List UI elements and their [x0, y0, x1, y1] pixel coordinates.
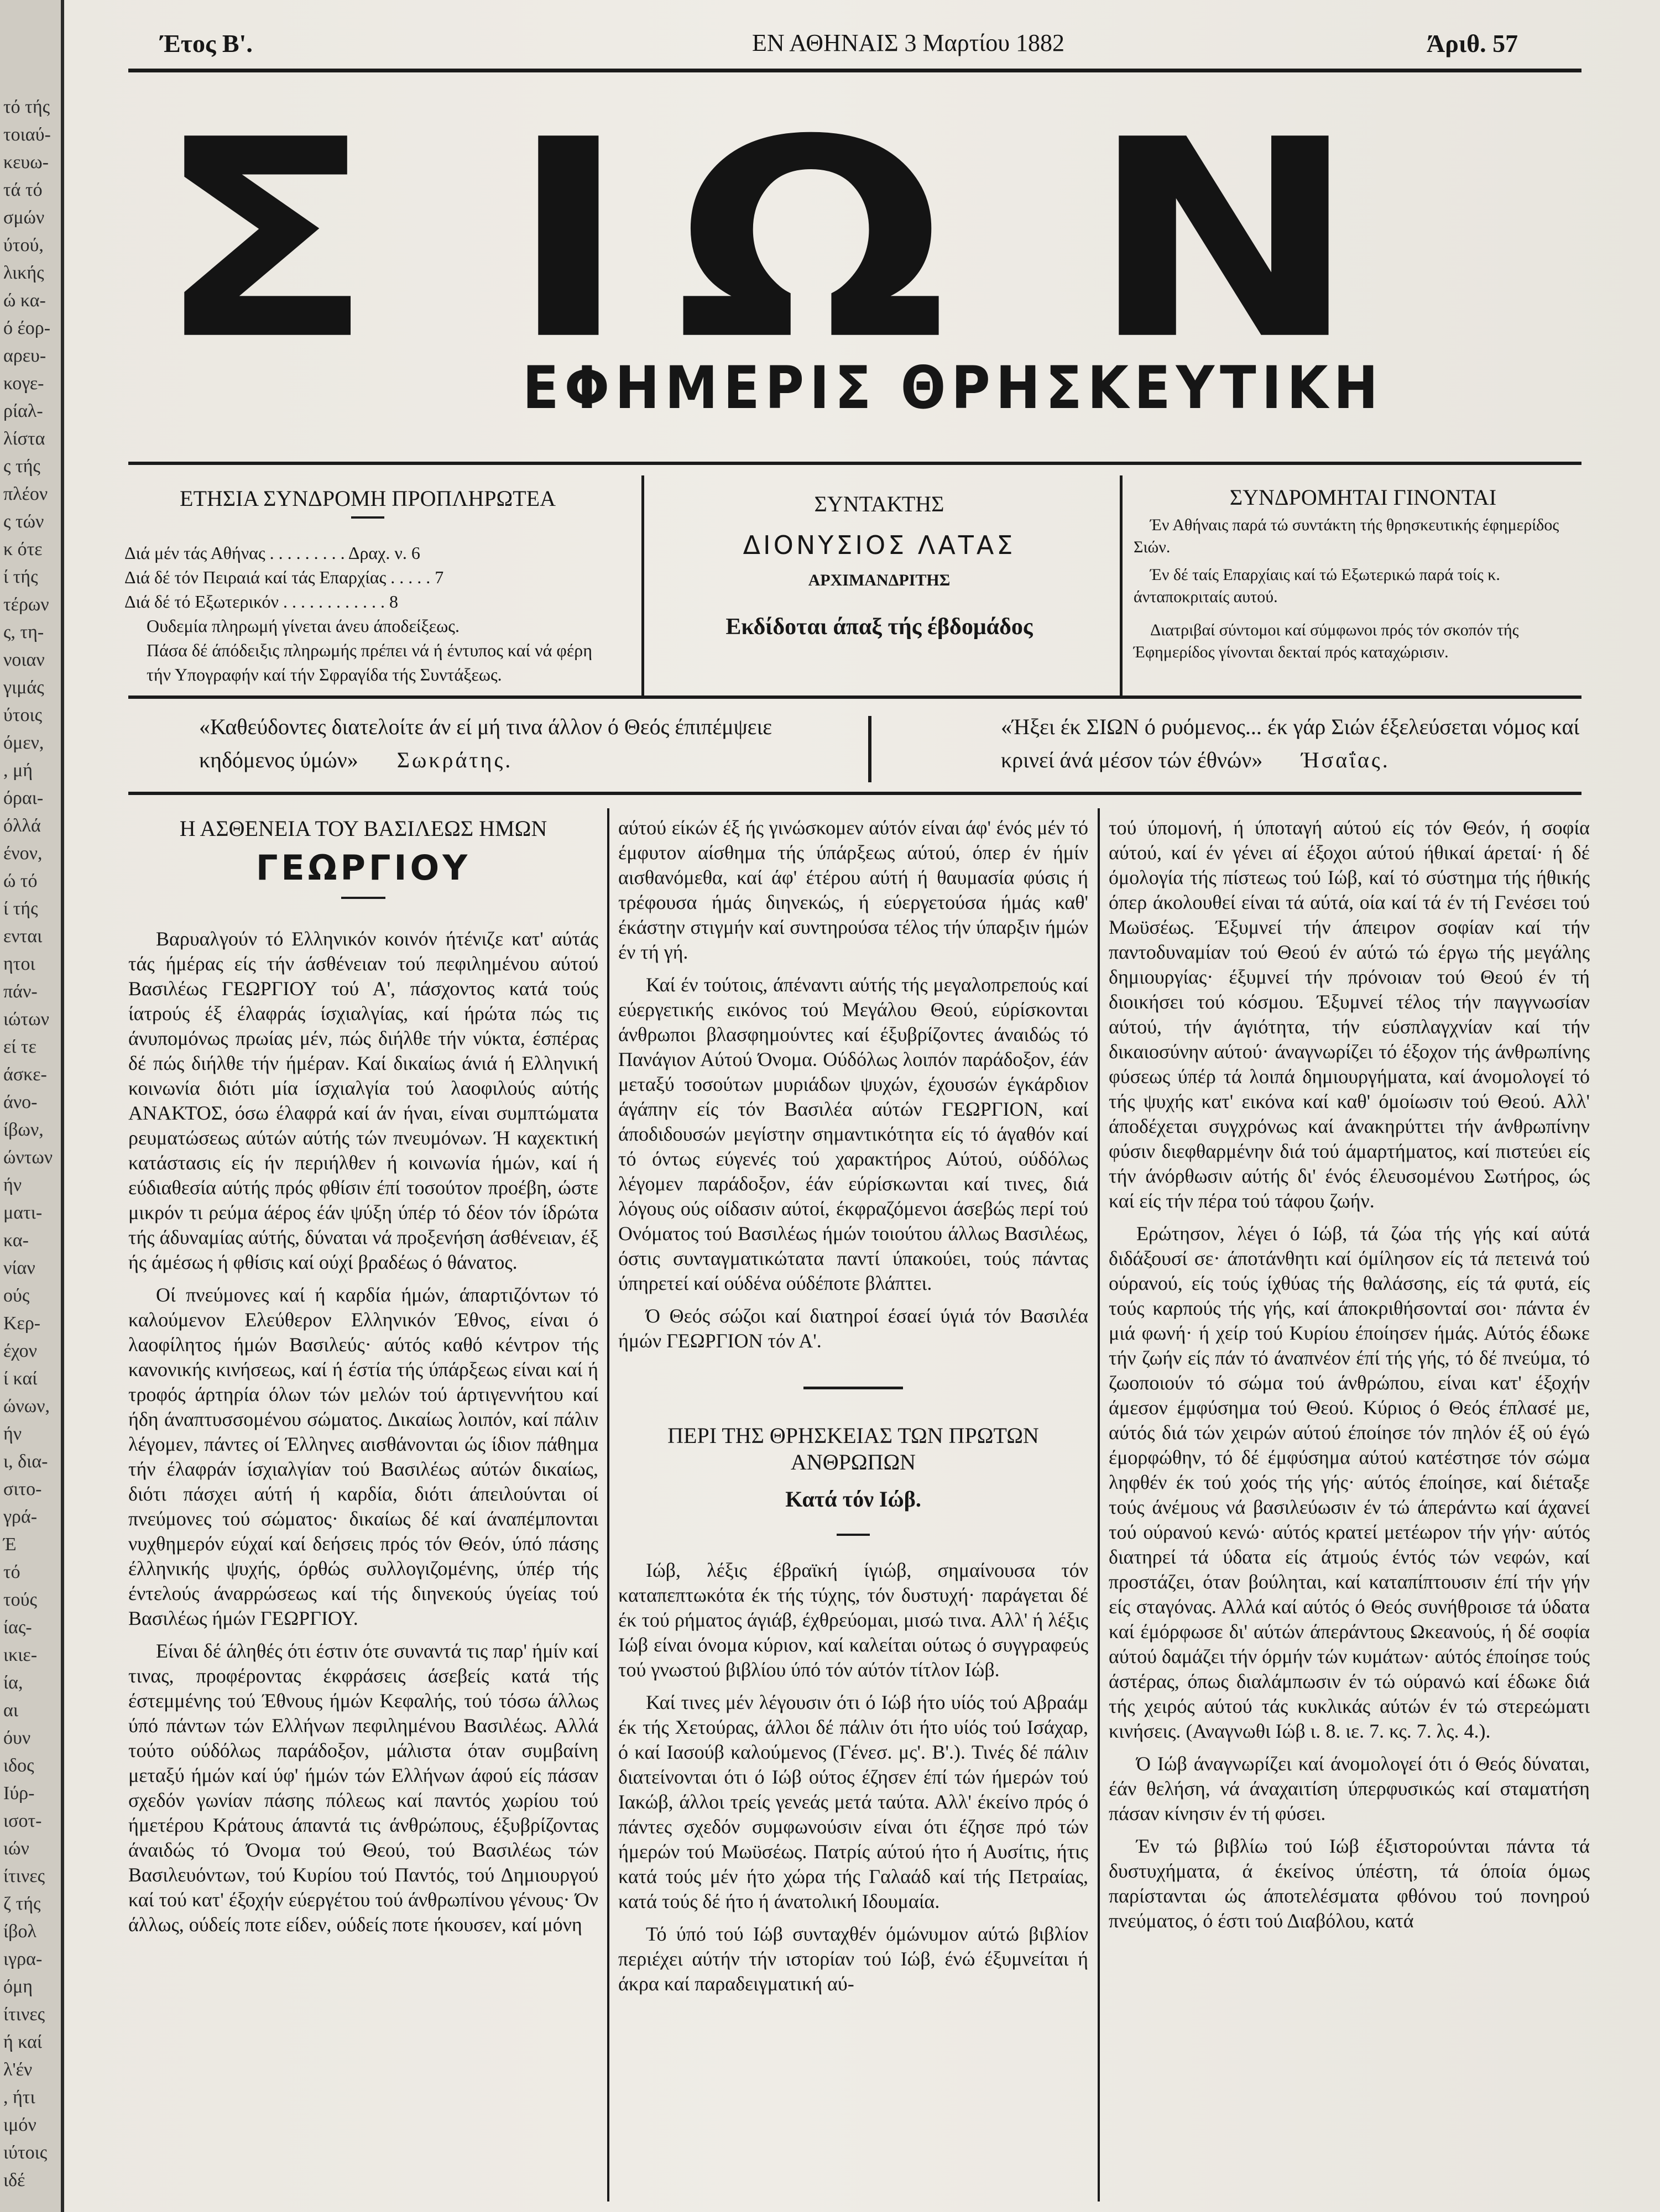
column-1 [128, 815, 598, 1945]
edge-text-fragment: Έ [3, 1534, 17, 1555]
edge-text-fragment: Ιύρ- [3, 1783, 35, 1803]
edge-text-fragment: τέρων [3, 594, 49, 615]
edge-text-fragment: ιώτων [3, 1009, 49, 1029]
subscribers-box [1134, 487, 1593, 663]
article-king-dash [341, 897, 385, 899]
edge-text-fragment: ώ τό [3, 871, 38, 891]
edge-text-fragment: ί καί [3, 1368, 38, 1389]
edge-text-fragment: όμη [3, 1976, 33, 1997]
article-religion-heading: ΠΕΡΙ ΤΗΣ ΘΡΗΣΚΕΙΑΣ ΤΩΝ ΠΡΩΤΩΝ ΑΝΘΡΩΠΩΝ [667, 1423, 1039, 1474]
article-king-closing: Ό Θεός σώζοι καί διατηροί έσαεί ύγιά τόν Βασιλέα ήμών ΓΕΩΡΓΙΟΝ τόν Α'. [618, 1305, 1088, 1352]
title-letter-nu: Ν [1089, 82, 1358, 400]
edge-text-fragment: όυν [3, 1728, 31, 1748]
edge-text-fragment: τούς [3, 1589, 37, 1610]
masthead-subtitle: ΕΦΗΜΕΡΙΣ ΘΡΗΣΚΕΥΤΙΚΗ [523, 354, 1384, 422]
edge-text-fragment: σμών [3, 207, 45, 228]
editor-heading: ΣΥΝΤΑΚΤΗΣ [814, 491, 944, 516]
mottos-bottom-rule [128, 792, 1581, 795]
edge-text-fragment: άνο- [3, 1092, 38, 1112]
edge-text-fragment: ώ κα- [3, 290, 46, 311]
edge-text-fragment: αρευ- [3, 346, 46, 366]
edge-text-fragment: ς τών [3, 511, 44, 532]
article-king-continuation: αύτού είκών έξ ής γινώσκομεν αύτόν είναι άφ' ένός μέν τό έμφυτον αίσθημα τής ύπάρξεως αύτού, όπερ έν ήμίν αισθανόμεθα, καί άφ' έτέρου αύτή ή θαυμασία φύσις ή τρέφουσα ήμάς διηνεκώς, ή εύεργετούσα ήμάς καθ' έκάστην στιγμήν καί συντηρούσα τέλος τήν ύπαρξιν ήμών έν τή γή. [618, 817, 1088, 963]
edge-text-fragment: ισοτ- [3, 1811, 42, 1831]
masthead-bottom-rule [128, 462, 1581, 465]
article-king-heading: Η ΑΣΘΕΝΕΙΑ ΤΟΥ ΒΑΣΙΛΕΩΣ ΗΜΩΝ [179, 816, 547, 841]
edge-text-fragment: κογε- [3, 373, 44, 394]
edge-text-fragment: όμεν, [3, 733, 44, 753]
box-divider-left [641, 475, 644, 697]
adjacent-page-edge [0, 0, 64, 2212]
article-king-paragraph: Βαρυαλγούν τό Ελληνικόν κοινόν ήτένιζε κατ' αύτάς τάς ήμέρας είς τήν άσθένειαν τού πεφιλημένου αύτού Βασιλέως ΓΕΩΡΓΙΟΥ τού Α', πάσχοντος κατά τούς ίατρούς έξ έλαφράς ίσχιαλγίας, καί ήρώτα πώς τις άνυπομόνως πρωίας μέν, πώς διήλθε τήν νύκτα, έσπέρας δέ πώς διήλθε τήν ήμέραν. Καί δικαίως άνιά ή Ελληνική κοινωνία διότι μία ίσχιαλγία τού λαοφιλούς αύτής ΑΝΑΚΤΟΣ, όσω έλαφρά καί άν ήναι, είναι συμπτώματα ρευματώσεως αύτών αύτής τών πνευμόνων. Ή καχεκτική κατάστασις είς ήν περιήλθεν ή κοινωνία ήμών, καί ή εύδιαθεσία αύτής πρός φθίσιν έπί τοσούτον προέβη, ώστε μικρόν τι ρεύμα άέρος έάν ψύξη ύπέρ τό δέον τόν ίδρώτα τής άδυναμίας αύτής, δύναται νά προξενήση άσθένειαν, έξ ής άμέσως ή φθίσις καί ούχί βραδέως ό θάνατος. [128, 928, 598, 1273]
edge-text-fragment: γιμάς [3, 677, 44, 698]
edge-text-fragment: τό [3, 1562, 20, 1582]
article-religion-continuation: Ερώτησον, λέγει ό Ιώβ, τά ζώα τής γής καί αύτά διδάξουσί σε· άποτάνθητι καί όμίλησον είς τά πετεινά τού ούρανού, είς τούς ίχθύας τής θαλάσσης, είς τά φυτά, είς τούς καρπούς τής γής, καί άποκριθήσονταί σοι· πάντα έν μιά φωνή· ή χείρ τού Κυρίου έποίησεν ήμάς. Αύτός έδωκε τήν ζωήν είς πάν τό άναπνέον έπί τής γής, τό δέ πνεύμα, τό ζωοποιούν τό σώμα τού άνθρώπου, είναι κατ' έξοχήν άμεσον έμφύσημα τού Θεού. Κύριος ό Θεός έπλασέ με, αύτός διά τών χειρών αύτού έποίησε τόν πηλόν έξ ού έγώ έμορφώθην, τό δέ έμφύσημα αύτού κατέστησε τόν σώμα ληφθέν έκ τού χοός τής γής· αύτός έποίησε, καί διέταξε τούς άνέμους νά βασιλεύωσιν έν τώ άπεράντω καί άχανεί τού ούρανού κενώ· αύτός κρατεί μετέωρον τήν γήν· αύτός διατηρεί τά ύδατα είς άτμούς έντός τών νεφών, καί προστάζει, όταν βούληται, καί καταπίπτουσιν έπί τήν γήν είς σταγόνας. Αλλά καί αύτός ό Θεός συνήθροισε τά ύδατα καί έμόρφωσε δι' αύτών άπεράντους Ωκεανούς, ή δέ σοφία αύτού δαμάζει τήν όρμήν τών κυμάτων· αύτός έποίησε τούς άστέρας, όπως διαλάμπωσιν έν τώ ούρανώ καί έδωκε διά τής χειρός αύτού τάς κυκλικάς αύτών έν τώ στερεώματι κινήσεις. (Αναγνωθι Ιώβ ι. 8. ιε. 7. κς. 7. λς. 4.). [1109, 1222, 1590, 1742]
boxes-bottom-rule [128, 696, 1581, 699]
subscription-note-receipt: Ουδεμία πληρωμή γίνεται άνευ άποδείξεως. [147, 616, 460, 636]
editor-box [658, 492, 1100, 639]
edge-text-fragment: ήν [3, 1175, 22, 1195]
edge-text-fragment: ίβων, [3, 1120, 44, 1140]
article-religion-continuation: Ό Ιώβ άναγνωρίζει καί άνομολογεί ότι ό Θεός δύναται, έάν θελήση, νά άναχαιτίση ύπερφυσικώς καί σταματήση πάσαν κίνησιν έν τή φύσει. [1109, 1753, 1590, 1824]
article-king-paragraph: Οί πνεύμονες καί ή καρδία ήμών, άπαρτιζόντων τό καλούμενον Ελεύθερον Ελληνικόν Έθνος, είναι ό λαοφίλητος ήμών Βασιλεύς· αύτός καθό κέντρον τής κανονικής κινήσεως, καί ή έστία τής ύπάρξεως είναι καί ή τροφός άρτηρία όλων τών μελών τού άρτιγεννήτου καί ήδη άναπτυσσομένου σώματος. Δικαίως λοιπόν, καί πάλιν λέγομεν, πάντες οί Έλληνες αισθάνονται ώς ίδιον πάθημα τήν έλαφράν ίσχιαλγίαν τού Βασιλέως αύτών δικαίως, διότι πάσχει αύτή ή καρδία, διότι άπειλούνται οί πνεύμονες τού σώματος· δικαίως δέ καί άναπέμπονται νυχθημερόν εύχαί καί δεήσεις πρός τόν Θεόν, ύπό πάσης έλληνικής ψυχής, όρθώς συλλογιζομένης, ύπέρ τής έντελούς άναρρώσεως καί τής διηνεκούς ύγείας τού Βασιλέως ήμών ΓΕΩΡΓΙΟΥ. [128, 1284, 598, 1629]
title-letter-sigma: Σ [155, 82, 374, 400]
edge-text-fragment: ίτινες [3, 1866, 45, 1886]
edge-text-fragment: , μή [3, 760, 33, 781]
subscription-row-provinces: Διά δέ τόν Πειραιά καί τάς Επαρχίας . . . . . 7 [124, 567, 444, 587]
edge-text-fragment: Κερ- [3, 1313, 41, 1334]
edge-text-fragment: ς τής [3, 456, 40, 477]
edge-text-fragment: ενται [3, 926, 43, 946]
motto-isaiah-author: Ήσαΐας. [1301, 747, 1390, 772]
column-divider-2 [1098, 808, 1100, 2201]
edge-text-fragment: ματι- [3, 1202, 43, 1223]
edge-text-fragment: έχον [3, 1341, 37, 1361]
subscribers-heading: ΣΥΝΔΡΟΜΗΤΑΙ ΓΙΝΟΝΤΑΙ [1229, 485, 1497, 510]
article-king-name: ΓΕΩΡΓΙΟΥ [255, 848, 471, 888]
edge-text-fragment: ί τής [3, 567, 38, 587]
edge-text-fragment: ούς [3, 1285, 30, 1306]
motto-socrates-author: Σωκράτης. [396, 747, 513, 772]
edge-text-fragment: λικής [3, 263, 44, 283]
edge-text-fragment: άσκε- [3, 1064, 47, 1085]
edge-text-fragment: νίαν [3, 1258, 35, 1278]
edge-text-fragment: ίτινες [3, 2004, 45, 2025]
dateline: ΕΝ ΑΘΗΝΑΙΣ 3 Μαρτίου 1882 [752, 29, 1064, 56]
edge-text-fragment: ρίαλ- [3, 401, 43, 421]
column-divider-1 [607, 808, 609, 2201]
subscription-heading: ΕΤΗΣΙΑ ΣΥΝΔΡΟΜΗ ΠΡΟΠΛΗΡΩΤΕΑ [180, 486, 556, 511]
title-letter-iota: Ι [509, 82, 628, 400]
motto-isaiah [1001, 710, 1587, 777]
edge-text-fragment: τό τής [3, 97, 50, 117]
edge-text-fragment: πλέον [3, 484, 48, 504]
edge-text-fragment: λ'έν [3, 2059, 33, 2080]
article-separator [803, 1387, 903, 1389]
edge-text-fragment: ι, δια- [3, 1451, 48, 1472]
edge-text-fragment: ύτοις [3, 705, 43, 725]
article-king-paragraph: Είναι δέ άληθές ότι έστιν ότε συναντά τις παρ' ήμίν καί τινας, προφέροντας έκφράσεις άσεβείς κατά τής έστεμμένης τού Έθνους ήμών Κεφαλής, τού τόσω άλλως ύπό πάντων τών Ελλήνων πεφιλημένου Βασιλέως. Αλλά τούτο ούδόλως παράδοξον, μάλιστα όταν συμβαίνη μεταξύ ήμών καί ύφ' ήμών τών Ελλήνων άφού είς πάσαν σχεδόν γωνίαν πάσης πόλεως καί παντός χωρίου τού ήμετέρου Κράτους άπαντά τις άνθρώπους, έξυβρίζοντας άναιδώς τό Όνομα τού Θεού, τού Βασιλέως τών Βασιλευόντων, τού Κυρίου τού Παντός, τού Δημιουργού καί τού κατ' έξοχήν εύεργέτου τού άνθρωπίνου γένους· Όν άλλως, ούδείς ποτε είδεν, ούδείς ποτε ήκουσεν, καί μόνη [128, 1640, 598, 1936]
motto-divider [868, 716, 871, 782]
edge-text-fragment: ίβολ [3, 1921, 36, 1942]
edge-text-fragment: τά τό [3, 180, 43, 200]
article-religion-subheading: Κατά τόν Ιώβ. [785, 1487, 921, 1512]
subscription-row-athens: Διά μέν τάς Αθήνας . . . . . . . . . Δραχ. ν. 6 [124, 543, 420, 563]
title-letter-omega: Ω [675, 82, 948, 400]
edge-text-fragment: ό έορ- [3, 318, 51, 338]
article-religion-dash [837, 1534, 870, 1536]
article-religion-continuation: Έν τώ βιβλίω τού Ιώβ έξιστορούνται πάντα τά δυστυχήματα, ά έκείνος ύπέστη, τά όποία όμως παρίστανται ώς άποτελέσματα φθόνου τού πονηρού πνεύματος, ό έστι τού Διαβόλου, κατά [1109, 1835, 1590, 1932]
motto-socrates-quote: «Καθεύδοντες διατελοίτε άν εί μή τινα άλλον ό Θεός έπιπέμψειε κηδόμενος ύμών» [199, 714, 772, 772]
edge-text-fragment: κ ότε [3, 539, 43, 559]
edge-text-fragment: ς, τη- [3, 622, 44, 642]
article-religion-paragraph: Ιώβ, λέξις έβραϊκή ίγιώβ, σημαίνουσα τόν καταπεπτωκότα έκ τής τύχης, τόν δυστυχή· παράγεται δέ έκ τού ρήματος άγιάβ, έχθρεύομαι, μισώ τινα. Αλλ' ή λέξις Ιώβ είναι όνομα κύριον, καί καλείται ούτως ό συγγραφεύς τού γνωστού βιβλίου ύπό τόν αύτόν τίτλον Ιώβ. [618, 1559, 1088, 1681]
edge-text-fragment: νοιαν [3, 650, 45, 670]
edge-text-fragment: κα- [3, 1230, 29, 1251]
edge-text-fragment: ώντων [3, 1147, 53, 1168]
edge-text-fragment: ητοι [3, 954, 35, 974]
subscribers-submissions: Διατριβαί σύντομοι καί σύμφωνοι πρός τόν σκοπόν τής Έφημερίδος γίνονται δεκταί πρός καταχώρισιν. [1134, 621, 1519, 661]
editor-name: ΔΙΟΝΥΣΙΟΣ ΛΑΤΑΣ [743, 530, 1016, 560]
subscription-row-abroad: Διά δέ τό Εξωτερικόν . . . . . . . . . . . . 8 [124, 592, 398, 611]
edge-text-fragment: , ήτι [3, 2087, 35, 2108]
edge-text-fragment: ζ τής [3, 1894, 41, 1914]
top-rule [128, 69, 1581, 72]
article-religion-paragraph: Τό ύπό τού Ιώβ συνταχθέν όμώνυμον αύτώ βιβλίον περιέχει αύτήν τήν ιστορίαν τού Ιώβ, ένώ έξυμνείται ή άκρα καί παραδειγματική αύ- [618, 1923, 1088, 1995]
edge-text-fragment: εί τε [3, 1037, 36, 1057]
box-divider-right [1120, 475, 1123, 697]
year-label: Έτος Β'. [160, 29, 253, 57]
edge-text-fragment: ιύτοις [3, 2142, 48, 2163]
edge-text-fragment: γρά- [3, 1507, 38, 1527]
editor-rank: ΑΡΧΙΜΑΝΔΡΙΤΗΣ [808, 571, 951, 589]
subscribers-provinces: Έν δέ ταίς Επαρχίαις καί τώ Εξωτερικώ παρά τοίς κ. άνταποκριταίς αυτού. [1134, 566, 1500, 606]
edge-text-fragment: ιδέ [3, 2170, 25, 2190]
motto-isaiah-quote: «Ήξει έκ ΣΙΩΝ ό ρυόμενος... έκ γάρ Σιών έξελεύσεται νόμος καί κρινεί άνά μέσον τών έθνών» [1001, 714, 1580, 772]
subscription-dash [351, 516, 384, 519]
edge-text-fragment: ένον, [3, 843, 43, 864]
article-king-continuation: Καί έν τούτοις, άπέναντι αύτής τής μεγαλοπρεπούς καί εύεργετικής εικόνος τού Μεγάλου Θεού, εύρίσκονται άνθρωποι βλασφημούντες καί έξυβρίζοντες άναιδώς τό Πανάγιον Αύτού Όνομα. Ούδόλως λοιπόν παράδοξον, έάν μεταξύ τοσούτων μυριάδων ψυχών, έχουσών έγκάρδιον άγάπην είς τόν Βασιλέα αύτών ΓΕΩΡΓΙΟΝ, καί άποδιδουσών μεγίστην σημαντικότητα είς τό άγαθόν καί τό όντως εύγενές τού χαρακτήρος Αύτού, ούδόλως λέγομεν παράδοξον, έάν εύρίσκωνται καί τινες, διά λόγους ούς οίδασιν αύτοί, έκφραζόμενοι άσεβώς περί τού Ονόματος τού Βασιλέως ήμών τοιούτου άλλως Βασιλέως, όστις συνταγματικώτατα παντί ύπακούει, τούς πάντας ύπηρετεί καί ούδένα ούδέποτε βλάπτει. [618, 974, 1088, 1294]
edge-text-fragment: ίας- [3, 1617, 32, 1638]
edge-text-fragment: αι [3, 1700, 18, 1721]
subscription-note-signature: Πάσα δέ άπόδειξις πληρωμής πρέπει νά ή έντυπος καί νά φέρη τήν Υπογραφήν καί τήν Σφραγίδα τής Συντάξεως. [147, 640, 592, 684]
column-2 [618, 815, 1088, 2004]
motto-socrates [199, 710, 780, 777]
subscription-box [124, 487, 611, 687]
edge-text-fragment: ιγρα- [3, 1949, 43, 1969]
edge-text-fragment: λίστα [3, 428, 45, 449]
edge-text-fragment: ία, [3, 1672, 23, 1693]
edge-text-fragment: ή καί [3, 2032, 43, 2052]
article-religion-paragraph: Καί τινες μέν λέγουσιν ότι ό Ιώβ ήτο υίός τού Αβραάμ έκ τής Χετούρας, άλλοι δέ πάλιν ότι ήτο υίός τού Ισάχαρ, ό καί Ιασούβ καλούμενος (Γένεσ. μς'. Β'.). Τινές δέ πάλιν διατείνονται ότι ό Ιώβ ούτος έζησεν έπί τών ήμερών τού Ιακώβ, άλλοι τρείς γενεάς μετά ταύτα. Αλλ' έκείνο πρός ό πάντες σχεδόν συμφωνούσιν είναι ότι έζησε πρό τών ήμερών τού Μωϋσέως. Πατρίς αύτού ήτο ή Αυσίτις, ήτις κατά τούς μέν ήτο χώρα τής Γαλαάδ καί τής Πετραίας, κατά τούς δέ ήτο ή άνατολική Ιδουμαία. [618, 1691, 1088, 1912]
edge-text-fragment: πάν- [3, 981, 38, 1002]
publication-frequency: Εκδίδοται άπαξ τής έβδομάδος [725, 614, 1033, 640]
article-religion-continuation: τού ύπομονή, ή ύποταγή αύτού είς τόν Θεόν, ή σοφία αύτού, καί έν γένει αί έξοχοι αύτού ήθικαί άρεταί· ή δέ όμολογία τής πίστεως τού Ιώβ, καί τό σύστημα τής ήθικής όπερ άκολουθεί είναι τά αύτά, οία καί τά έν τή Γενέσει τού Μωϋσέως. Έξυμνεί τήν άπειρον σοφίαν καί τήν παντοδυναμίαν τού Θεού έν αύτώ τώ έργω τής μεγάλης δημιουργίας· έξυμνεί τήν πρόνοιαν τού Θεού έν τή διοικήσει τού κόσμου. Έξυμνεί τέλος τήν παγγνωσίαν αύτού, τήν άγιότητα, τήν εύσπλαγχνίαν καί τήν δικαιοσύνην αύτού· άναγνωρίζει τό έξοχον τής άνθρωπίνης φύσεως ύπέρ τά λοιπά δημιουργήματα, καί άνομολογεί τό τής ψυχής κατ' εικόνα καί καθ' όμοίωσιν τού Θεού. Αλλ' άποδέχεται συγχρόνως καί άνακηρύττει τήν άνθρωπίνην φύσιν διεφθαρμένην διά τού άμαρτήματος, καί πιστεύει είς τήν άνόρθωσιν αύτής δι' ένός έλευσομένου Σωτήρος, ώς καί είς τήν πέρα τού τάφου ζωήν. [1109, 817, 1590, 1212]
column-3 [1109, 815, 1590, 1941]
edge-text-fragment: όλλά [3, 815, 41, 836]
edge-text-fragment: τοιαύ- [3, 124, 51, 145]
edge-text-fragment: ιμόν [3, 2115, 36, 2135]
edge-text-fragment: σιτο- [3, 1479, 42, 1499]
edge-text-fragment: ικιε- [3, 1645, 38, 1665]
edge-text-fragment: ήν [3, 1424, 22, 1444]
issue-number: Άριθ. 57 [1427, 29, 1518, 57]
edge-text-fragment: ί τής [3, 898, 38, 919]
edge-text-fragment: ιδος [3, 1755, 34, 1776]
edge-text-fragment: ύτού, [3, 235, 44, 255]
edge-text-fragment: όραι- [3, 788, 44, 808]
edge-text-fragment: κευω- [3, 152, 49, 172]
subscribers-athens: Έν Αθήναις παρά τώ συντάκτη τής θρησκευτικής έφημερίδος Σιών. [1134, 516, 1559, 556]
edge-text-fragment: ιών [3, 1838, 29, 1859]
edge-text-fragment: ώνων, [3, 1396, 50, 1416]
